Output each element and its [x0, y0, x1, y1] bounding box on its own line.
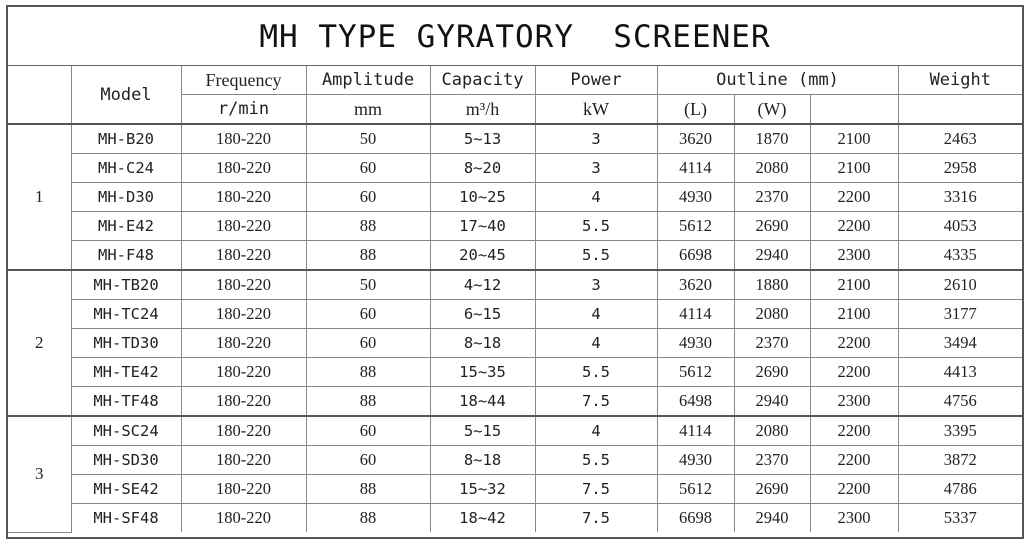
width-cell: 1880 — [734, 270, 810, 300]
capacity-cell: 5~13 — [430, 124, 535, 154]
width-cell: 2690 — [734, 475, 810, 504]
model-cell: MH-F48 — [71, 241, 181, 271]
table-row — [8, 241, 1022, 271]
power-cell: 5.5 — [535, 241, 657, 271]
amplitude-cell: 88 — [306, 212, 430, 241]
model-cell: MH-TC24 — [71, 300, 181, 329]
weight-cell: 4335 — [898, 241, 1022, 271]
weight-cell: 4413 — [898, 358, 1022, 387]
height-cell: 2100 — [810, 300, 898, 329]
weight-cell: 3316 — [898, 183, 1022, 212]
length-cell: 4930 — [657, 446, 734, 475]
table-row — [8, 300, 1022, 329]
weight-cell: 3494 — [898, 329, 1022, 358]
height-cell: 2300 — [810, 241, 898, 271]
width-cell: 2080 — [734, 300, 810, 329]
width-cell: 1870 — [734, 124, 810, 154]
length-cell: 5612 — [657, 212, 734, 241]
length-cell: 3620 — [657, 124, 734, 154]
outline-w-unit: (W) — [734, 95, 810, 125]
model-cell: MH-SF48 — [71, 504, 181, 533]
amplitude-cell: 50 — [306, 270, 430, 300]
frequency-cell: 180-220 — [181, 212, 306, 241]
amplitude-cell: 60 — [306, 300, 430, 329]
weight-cell: 3395 — [898, 416, 1022, 446]
model-cell: MH-TB20 — [71, 270, 181, 300]
capacity-cell: 5~15 — [430, 416, 535, 446]
frequency-header: Frequency — [181, 66, 306, 95]
width-cell: 2940 — [734, 387, 810, 417]
weight-cell: 3177 — [898, 300, 1022, 329]
model-cell: MH-E42 — [71, 212, 181, 241]
length-cell: 6498 — [657, 387, 734, 417]
amplitude-cell: 88 — [306, 241, 430, 271]
capacity-cell: 6~15 — [430, 300, 535, 329]
capacity-cell: 18~44 — [430, 387, 535, 417]
page-title: MH TYPE GYRATORY SCREENER — [8, 7, 1022, 66]
frequency-cell: 180-220 — [181, 446, 306, 475]
model-cell: MH-TD30 — [71, 329, 181, 358]
spec-table — [8, 66, 1022, 533]
model-cell: MH-SC24 — [71, 416, 181, 446]
amplitude-unit: mm — [306, 95, 430, 125]
model-cell: MH-SD30 — [71, 446, 181, 475]
height-cell: 2200 — [810, 183, 898, 212]
table-row — [8, 358, 1022, 387]
frequency-cell: 180-220 — [181, 124, 306, 154]
length-cell: 4930 — [657, 329, 734, 358]
length-cell: 5612 — [657, 475, 734, 504]
frequency-cell: 180-220 — [181, 475, 306, 504]
capacity-cell: 18~42 — [430, 504, 535, 533]
group-label: 1 — [8, 124, 71, 270]
width-cell: 2370 — [734, 446, 810, 475]
frequency-cell: 180-220 — [181, 416, 306, 446]
model-cell: MH-D30 — [71, 183, 181, 212]
amplitude-cell: 60 — [306, 416, 430, 446]
power-cell: 4 — [535, 329, 657, 358]
height-cell: 2200 — [810, 446, 898, 475]
amplitude-cell: 60 — [306, 183, 430, 212]
capacity-cell: 4~12 — [430, 270, 535, 300]
outline-h-unit — [810, 95, 898, 125]
header-row-1 — [8, 66, 1022, 95]
length-cell: 5612 — [657, 358, 734, 387]
height-cell: 2200 — [810, 358, 898, 387]
weight-cell: 4756 — [898, 387, 1022, 417]
weight-cell: 4786 — [898, 475, 1022, 504]
capacity-unit: m³/h — [430, 95, 535, 125]
table-row — [8, 416, 1022, 446]
spec-sheet — [6, 5, 1024, 539]
frequency-cell: 180-220 — [181, 387, 306, 417]
weight-cell: 2463 — [898, 124, 1022, 154]
table-row — [8, 183, 1022, 212]
model-cell: MH-C24 — [71, 154, 181, 183]
table-row — [8, 446, 1022, 475]
power-cell: 4 — [535, 183, 657, 212]
width-cell: 2080 — [734, 416, 810, 446]
width-cell: 2080 — [734, 154, 810, 183]
model-cell: MH-TF48 — [71, 387, 181, 417]
width-cell: 2940 — [734, 241, 810, 271]
weight-cell: 3872 — [898, 446, 1022, 475]
length-cell: 4114 — [657, 416, 734, 446]
table-row — [8, 329, 1022, 358]
height-cell: 2300 — [810, 504, 898, 533]
power-cell: 5.5 — [535, 212, 657, 241]
model-cell: MH-SE42 — [71, 475, 181, 504]
power-cell: 3 — [535, 154, 657, 183]
capacity-cell: 15~32 — [430, 475, 535, 504]
capacity-cell: 20~45 — [430, 241, 535, 271]
length-cell: 4930 — [657, 183, 734, 212]
capacity-cell: 17~40 — [430, 212, 535, 241]
height-cell: 2200 — [810, 416, 898, 446]
height-cell: 2200 — [810, 475, 898, 504]
power-cell: 4 — [535, 300, 657, 329]
height-cell: 2100 — [810, 154, 898, 183]
weight-header: Weight — [898, 66, 1022, 95]
height-cell: 2100 — [810, 124, 898, 154]
length-cell: 3620 — [657, 270, 734, 300]
capacity-cell: 8~20 — [430, 154, 535, 183]
height-cell: 2300 — [810, 387, 898, 417]
amplitude-cell: 88 — [306, 475, 430, 504]
amplitude-cell: 88 — [306, 504, 430, 533]
power-cell: 3 — [535, 270, 657, 300]
length-cell: 4114 — [657, 154, 734, 183]
power-unit: kW — [535, 95, 657, 125]
amplitude-cell: 60 — [306, 329, 430, 358]
model-header: Model — [71, 66, 181, 124]
power-cell: 4 — [535, 416, 657, 446]
amplitude-cell: 88 — [306, 358, 430, 387]
height-cell: 2200 — [810, 212, 898, 241]
capacity-header: Capacity — [430, 66, 535, 95]
amplitude-cell: 60 — [306, 446, 430, 475]
outline-header: Outline (mm) — [657, 66, 898, 95]
frequency-cell: 180-220 — [181, 300, 306, 329]
length-cell: 6698 — [657, 504, 734, 533]
group-label: 2 — [8, 270, 71, 416]
model-cell: MH-TE42 — [71, 358, 181, 387]
capacity-cell: 8~18 — [430, 446, 535, 475]
weight-unit — [898, 95, 1022, 125]
table-row — [8, 387, 1022, 417]
height-cell: 2100 — [810, 270, 898, 300]
width-cell: 2690 — [734, 212, 810, 241]
weight-cell: 5337 — [898, 504, 1022, 533]
table-row — [8, 124, 1022, 154]
width-cell: 2940 — [734, 504, 810, 533]
width-cell: 2690 — [734, 358, 810, 387]
table-row — [8, 504, 1022, 533]
group-header-cell — [8, 66, 71, 124]
weight-cell: 2610 — [898, 270, 1022, 300]
amplitude-cell: 50 — [306, 124, 430, 154]
outline-l-unit: (L) — [657, 95, 734, 125]
capacity-cell: 10~25 — [430, 183, 535, 212]
power-cell: 5.5 — [535, 358, 657, 387]
table-row — [8, 475, 1022, 504]
power-cell: 5.5 — [535, 446, 657, 475]
frequency-cell: 180-220 — [181, 183, 306, 212]
frequency-cell: 180-220 — [181, 358, 306, 387]
frequency-cell: 180-220 — [181, 154, 306, 183]
amplitude-cell: 88 — [306, 387, 430, 417]
frequency-unit: r/min — [181, 95, 306, 125]
power-cell: 3 — [535, 124, 657, 154]
model-cell: MH-B20 — [71, 124, 181, 154]
frequency-cell: 180-220 — [181, 504, 306, 533]
power-cell: 7.5 — [535, 504, 657, 533]
frequency-cell: 180-220 — [181, 241, 306, 271]
capacity-cell: 15~35 — [430, 358, 535, 387]
table-row — [8, 212, 1022, 241]
power-cell: 7.5 — [535, 387, 657, 417]
width-cell: 2370 — [734, 183, 810, 212]
length-cell: 6698 — [657, 241, 734, 271]
weight-cell: 2958 — [898, 154, 1022, 183]
power-cell: 7.5 — [535, 475, 657, 504]
weight-cell: 4053 — [898, 212, 1022, 241]
table-row — [8, 154, 1022, 183]
capacity-cell: 8~18 — [430, 329, 535, 358]
amplitude-cell: 60 — [306, 154, 430, 183]
frequency-cell: 180-220 — [181, 329, 306, 358]
height-cell: 2200 — [810, 329, 898, 358]
amplitude-header: Amplitude — [306, 66, 430, 95]
power-header: Power — [535, 66, 657, 95]
table-row — [8, 270, 1022, 300]
width-cell: 2370 — [734, 329, 810, 358]
frequency-cell: 180-220 — [181, 270, 306, 300]
group-label: 3 — [8, 416, 71, 532]
length-cell: 4114 — [657, 300, 734, 329]
